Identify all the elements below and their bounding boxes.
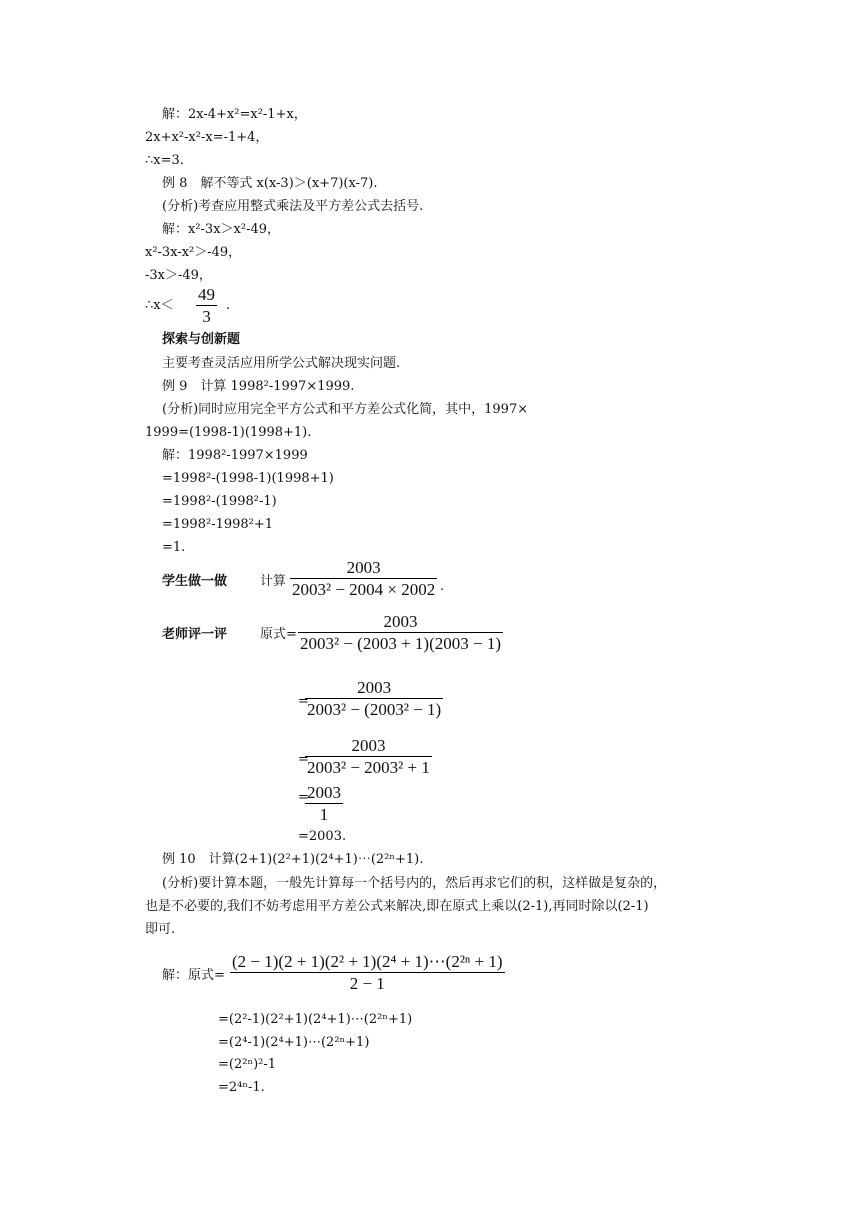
example-9-title: 例 9 计算 1998²-1997×1999. [162, 379, 355, 394]
equals-sign: = [298, 752, 309, 767]
fraction-step-1 [298, 612, 503, 655]
period: . [440, 579, 445, 594]
analysis-line: (分析)同时应用完全平方公式和平方差公式化简，其中，1997× [162, 402, 529, 417]
solution-line: 2x+x²-x²-x=-1+4， [145, 130, 269, 145]
equals-sign: = [298, 694, 309, 709]
solution-label: 解：原式= [162, 968, 225, 983]
student-try-heading: 学生做一做 [162, 574, 228, 589]
numerator: (2 − 1)(2 + 1)(2² + 1)(2⁴ + 1)⋯(2²ⁿ + 1) [232, 952, 503, 971]
denominator: 2003² − (2003 + 1)(2003 − 1) [300, 634, 502, 653]
denominator: 2003² − (2003² − 1) [307, 700, 442, 719]
analysis-line: 即可. [145, 922, 176, 937]
fraction-49-3 [196, 285, 217, 328]
fraction-step-3 [305, 736, 432, 779]
solution-line: 解：x²-3x＞x²-49， [162, 222, 281, 237]
solution-line: =1. [162, 540, 186, 555]
solution-line: ∴x＜ [145, 298, 174, 313]
equals-sign: = [298, 790, 309, 805]
numerator: 2003 [346, 558, 381, 577]
analysis-line: (分析)考查应用整式乘法及平方差公式去括号. [162, 199, 424, 214]
analysis-line: 也是不必要的,我们不妨考虑用平方差公式来解决,即在原式上乘以(2-1),再同时除以(2-1) [145, 899, 649, 914]
solution-line: -3x＞-49， [145, 268, 212, 283]
teacher-review-heading: 老师评一评 [162, 627, 228, 642]
analysis-line: (分析)要计算本题，一般先计算每一个括号内的，然后再求它们的积，这样做是复杂的， [162, 876, 667, 891]
solution-line: x²-3x-x²＞-49， [145, 245, 242, 260]
denominator: 3 [202, 307, 211, 326]
solution-line: ∴x=3. [145, 153, 184, 168]
denominator: 2 − 1 [349, 974, 385, 993]
numerator: 2003 [307, 783, 341, 802]
solution-line: =1998²-(1998-1)(1998+1) [162, 471, 334, 486]
solution-line: 解：1998²-1997×1999 [162, 448, 308, 463]
solution-line: =(2²-1)(2²+1)(2⁴+1)⋯(2²ⁿ+1) [218, 1012, 413, 1027]
analysis-line: 1999=(1998-1)(1998+1). [145, 425, 312, 440]
section-heading: 探索与创新题 [162, 332, 241, 347]
denominator: 2003² − 2003² + 1 [307, 758, 430, 777]
solution-line: =1998²-(1998²-1) [162, 494, 277, 509]
fraction-step-2 [305, 678, 443, 721]
original-expression-label: 原式= [260, 627, 297, 642]
denominator: 1 [319, 805, 329, 824]
numerator: 2003 [357, 678, 392, 697]
numerator: 2003 [351, 736, 386, 755]
solution-line: =(2²ⁿ)²-1 [218, 1057, 277, 1072]
period: . [226, 298, 231, 313]
fraction-step-4 [305, 783, 343, 826]
section-intro: 主要考查灵活应用所学公式解决现实问题. [162, 356, 401, 371]
solution-line: =2⁴ⁿ-1. [218, 1080, 265, 1095]
fraction-example-10 [230, 952, 505, 995]
fraction-problem [290, 558, 437, 601]
numerator: 49 [198, 285, 215, 304]
solution-line: =(2⁴-1)(2⁴+1)⋯(2²ⁿ+1) [218, 1035, 370, 1050]
solution-line: 解：2x-4+x²=x²-1+x， [162, 107, 307, 122]
compute-label: 计算 [260, 574, 287, 589]
denominator: 2003² − 2004 × 2002 [292, 580, 436, 599]
result-line: =2003. [298, 829, 347, 844]
example-8-title: 例 8 解不等式 x(x-3)＞(x+7)(x-7). [162, 176, 378, 191]
example-10-title: 例 10 计算(2+1)(2²+1)(2⁴+1)⋯(2²ⁿ+1). [162, 852, 424, 867]
solution-line: =1998²-1998²+1 [162, 517, 274, 532]
numerator: 2003 [383, 612, 418, 631]
